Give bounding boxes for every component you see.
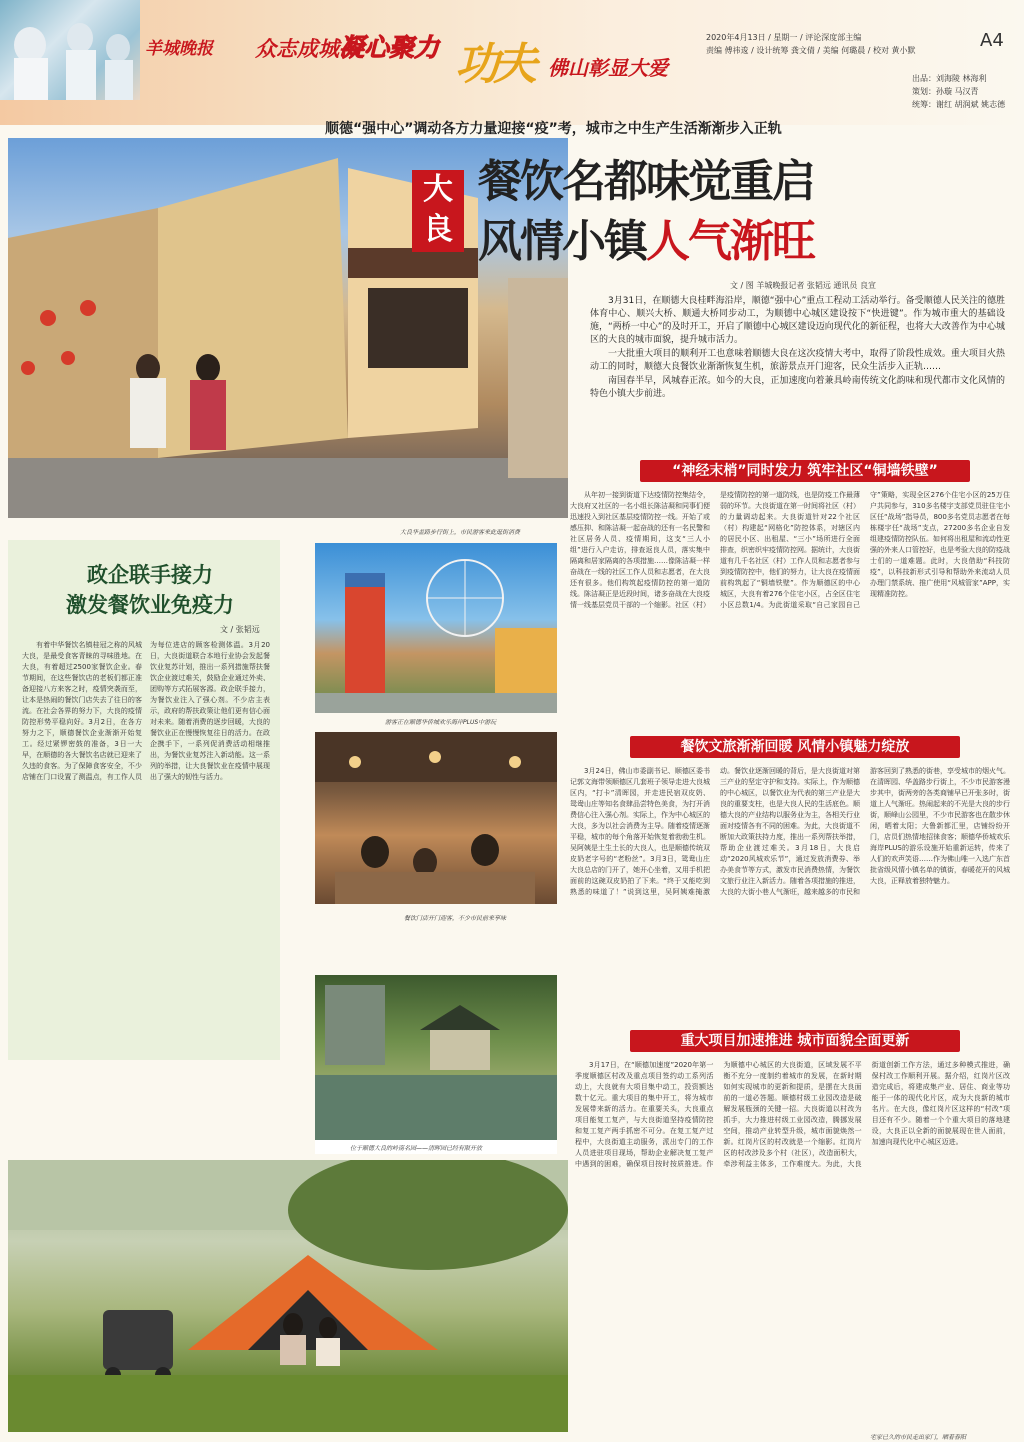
credit-line: 策划：孙璇 马汉青 [912, 87, 979, 96]
tent-illustration [8, 1160, 568, 1432]
headline [478, 152, 814, 272]
theme-park-photo [315, 543, 557, 713]
section-banner-community [640, 460, 970, 482]
section-banner-projects [630, 1030, 960, 1052]
slogan [255, 28, 439, 64]
kicker: 顺德“强中心”调动各方力量迎接“疫”考，城市之中生产生活渐渐步入正轨 [325, 121, 782, 137]
left-title-line1: 政企联手接力 [87, 563, 213, 587]
section1-text [570, 490, 1010, 750]
pavilion-illustration [315, 975, 557, 1140]
page-number: A4 [980, 30, 1004, 51]
place-tag [412, 170, 464, 252]
section2-paragraph: 3月24日，佛山市委副书记、顺德区委书记郭文海带领顺德区几套班子领导走进大良城区内，“打卡”清晖园，并走进民宿双皮奶、鸳鸯山庄等知名食肆品尝特色美食，为打开消费信心注入强心剂。实际上，作为中心城区的大良，多为以社会消费为主导。随着疫情逐渐平稳，城市的每个角落开始恢复着勃勃生机。吴阿姨是土生土长的大良人，也是顺德传统双皮奶老字号的“老粉丝”。3月3日，鸳鸯山庄大良总店的门开了，她开心坐着，又用手机把面前的这碗双皮奶拍了下来。“终于又能吃到熟悉的味道了！”说到这里，吴阿姨难掩激动。餐饮业逐渐回暖的背后，是大良街道对第三产业的坚定守护和支持。实际上，作为顺德的中心城区，以餐饮业为代表的第三产业是大良的重要支柱，也是大良人民的生活底色。顺德大良的产业结构以服务业为主，各相关行业面对疫情各有不同的困难。为此，大良街道不断加大政策扶持力度，推出一系列帮扶举措，帮助企业渡过难关。3月18日，大良启动“2020风城欢乐节”，通过发放消费券、举办美食节等方式，激发市民消费热情，为餐饮文旅行业注入新活力。随着各项措施的推进，大良的大街小巷人气渐旺，越来越多的市民和游客回到了熟悉的街巷，享受城市的烟火气。在清晖园、华盖路步行街上，不少市民游客漫步其中，街两旁的各类商铺早已开张多时，街道上人气渐旺。热闹起来的不光是大良的步行街，顺峰山公园里，不少市民游客也在散步休闲，晒着太阳；大鲁新都汇里，店铺纷纷开门，店员们热情地招徕食客；顺德华侨城欢乐海岸PLUS的游乐设施开始重新运转，传来了人们的欢声笑语……作为佛山唯一入选广东首批省级风情小镇名单的镇街，春暖花开的风城大良，正释放着独特魅力。 [570, 767, 1010, 896]
section3-paragraph: 3月17日，在“顺德加速度”2020年第一季度顺德区村改及重点项目签约动工系列活动上，大良就有大项目集中动工，投资额达数十亿元。重大项目的集中开工，将为城市发展带来新的活力。在重要关头，大良重点项目能复工复产，与大良街道坚持疫情防控和复工复产两手抓密不可分。在复工复产过程中，大良街道主动服务，派出专门的工作人员进驻项目现场，帮助企业解决复工复产中遇到的困难，确保项目按时按质推进。作为顺德中心城区的大良街道，区域发展不平衡不充分一度制约着城市的发展，在新时期如何实现城市的更新和提质，是摆在大良面前的一道必答题。顺德村级工业园改造是破解发展瓶颈的关键一招。大良街道以村改为抓手，大力推进村级工业园改造，腾挪发展空间，推动产业转型升级，城市面貌焕然一新。红岗片区的村改就是一个缩影。红岗片区的村改涉及多个村（社区），改造面积大，牵涉利益主体多，工作难度大。为此，大良街道创新工作方法，通过多种模式推进，确保村改工作顺利开展。据介绍，红岗片区改造完成后，将建成集产业、居住、商业等功能于一体的现代化片区，成为大良新的城市名片。在大良，像红岗片区这样的“村改”项目还有不少。随着一个个重大项目的落地建设，大良正以全新的面貌展现在世人面前，加速向现代化中心城区迈进。 [575, 1061, 1010, 1168]
caption-theme-park: 游客正在顺德华侨城欢乐海岸PLUS中游玩 [385, 719, 497, 726]
credits [912, 72, 1005, 111]
credit-line: 统筹：谢红 胡润斌 姚志德 [912, 100, 1006, 109]
left-paragraph: 有着中华餐饮名镇桂冠之称的风城大良，是最受食客青睐的寻味胜地。在大良，有着超过2500家餐饮企业。春节期间，在这些餐饮店的老板们都正准备迎接八方来客之时，疫情突袭而至，让本是热闹的餐饮门店失去了往日的客流。在社会各界的努力下，大良的疫情防控形势平稳向好。3月2日，在各方努力之下，顺德餐饮企业渐渐开始复工。经过紧锣密鼓的准备，3日一大早，在顺德的各大餐饮名店就已迎来了久违的食客。为了保障食客安全，不少店铺在门口设置了测温点，有工作人员为每位进店的顾客检测体温。3月20日，大良街道联合本地行业协会发起餐饮业复苏计划，推出一系列措施帮扶餐饮企业渡过难关，鼓励企业通过外卖、团购等方式拓展客源。政企联手接力，为餐饮业注入了强心剂。不少店主表示，政府的帮扶政策让他们更有信心面对未来。随着消费的逐步回暖，大良的餐饮业正在慢慢恢复往日的活力。在政企携手下，一系列促消费活动相继推出，为餐饮业复苏注入新动能。这一系列的举措，让大良餐饮业在疫情中展现出了强大的韧性与活力。 [22, 641, 270, 781]
slogan-part2: 凝心 [339, 33, 390, 62]
title-line2 [478, 212, 814, 272]
caption-street: 大良华盖路步行街上，市民游客来此逛街消费 [400, 529, 521, 536]
camping-photo [8, 1160, 568, 1432]
place-tag-char: 良 [423, 212, 453, 247]
paper-logo [145, 34, 213, 59]
date-line: 2020年4月13日 / 星期一 / 评论深度部主编 [706, 33, 862, 42]
slogan-part3: 聚力 [389, 33, 440, 62]
section-banner-text: 重大项目加速推进 城市面貌全面更新 [680, 1033, 910, 1049]
masthead-photo [0, 0, 140, 100]
caption-garden: 位于顺德大良的岭南名园——清晖园已经有限开放 [350, 1145, 483, 1152]
caption-restaurant: 餐饮门店开门迎客，不少市民前来享味 [404, 915, 507, 922]
title-line1: 餐饮名都味觉重启 [478, 156, 814, 207]
section-banner-text: 餐饮文旅渐渐回暖 风情小镇魅力绽放 [680, 739, 910, 755]
left-title-line2: 激发餐饮业免疫力 [66, 593, 234, 617]
editor-line: 责编 傅祎逡 / 设计统筹 龚文倩 / 美编 何璐晨 / 校对 黄小默 [706, 46, 916, 55]
paper-name: 羊城晚报 [145, 39, 213, 59]
slogan-tail: 佛山彰显大爱 [548, 56, 668, 80]
credit-line: 出品：刘海陵 林海利 [912, 74, 987, 83]
left-byline: 文 / 张韬远 [220, 625, 260, 634]
slogan-big-characters: 功夫 [455, 39, 531, 90]
garden-photo [315, 975, 557, 1140]
ferris-wheel-illustration [315, 543, 557, 713]
lead-text [590, 295, 1005, 465]
left-column-title [40, 560, 260, 620]
medical-staff-illustration [0, 0, 140, 100]
diners-illustration [315, 732, 557, 904]
caption-camping: 宅家已久的市民走出家门，晒着春阳 [870, 1434, 967, 1441]
lead-paragraph: 3月31日，在顺德大良桂畔海沿岸，顺德“强中心”重点工程动工活动举行。备受顺德人民关注的德胜体育中心、顺兴大桥、顺通大桥同步动工，为顺德中心城区建设按下“快进键”。作为城市重大的基础设施，“两桥一中心”的及时开工，开启了顺德中心城区建设迈向现代化的新征程，也将大大改善作为中心城区的大良的城市面貌，提升城市活力。 [590, 296, 1005, 345]
masthead-banner [0, 0, 1024, 125]
byline: 文 / 图 羊城晚报记者 张韬远 通讯员 良宣 [730, 281, 876, 290]
lead-paragraph: 一大批重大项目的顺利开工也意味着顺德大良在这次疫情大考中，取得了阶段性成效。重大项目火热动工的同时，顺德大良餐饮业渐渐恢复生机，旅游景点开门迎客，民众生活步入正轨…… [590, 349, 1005, 372]
restaurant-photo [315, 732, 557, 904]
slogan-part1: 众志成城 [255, 37, 339, 61]
section2-text [570, 766, 1010, 1031]
left-column-text [22, 640, 270, 1055]
title-line2-red: 人气渐旺 [646, 216, 814, 267]
section1-paragraph: 从年初一接到街道下达疫情防控集结令，大良府又社区的一名小组长陈洁凝和同事们便迅速投入到社区基层疫情防控一线。开始了或感压抑、和陈洁凝一起奋战的还有一名民警和社区居务人员、疫情期间，这支“三人小组”进行入户走访，排查返良人员，落实集中隔离和居家隔离的各项措施……像陈洁凝一样奋战在一线的社区工作人员和志愿者，在大良还有很多。他们构筑起疫情防控的第一道防线。陈洁凝正是近段时间，诸多奋战在大良疫情一线基层党员干部的一个缩影。社区（村）是疫情防控的第一道防线，也是防疫工作最薄弱的环节。大良街道在第一时间将社区（村）的力量调动起来。大良街道针对22个社区（村）构建起“网格化”防控体系，对辖区内的居民小区、出租屋、“三小”场所进行全面排查，织密织牢疫情防控网。据统计，大良街道有几千名社区（村）工作人员和志愿者参与到疫情防控中，他们的努力，让大良在疫情面前构筑起了“铜墙铁壁”。作为顺德区的中心城区，大良有着276个住宅小区，占全区住宅小区总数1/4。为此街道采取“自己家园自己守”策略，实现全区276个住宅小区的25万住户共同参与，310多名楼宇支部党员驻住宅小区任“战场”指导员，800多名党员志愿者在每栋楼宇任“战场”支点，27200多名企业自发组建疫情防控队伍。如何将出租屋和流动性更强的外来人口管控好，也是考验大良的防疫战士们的一道难题。此时，大良借助“科技防疫”，以科技新形式引导和帮助外来流动人员办理门禁系统、推广使用“风城管家”APP，实现精准防控。 [570, 491, 1010, 609]
place-tag-char: 大 [423, 172, 453, 207]
section-banner-text: “神经末梢”同时发力 筑牢社区“铜墙铁壁” [672, 463, 938, 479]
title-line2-black: 风情小镇 [478, 216, 646, 267]
section3-text [575, 1060, 1010, 1350]
lead-paragraph: 南国春半早，风城春正浓。如今的大良，正加速度向着兼具岭南传统文化韵味和现代都市文化风情的特色小镇大步前进。 [590, 376, 1005, 399]
section-banner-tourism [630, 736, 960, 758]
